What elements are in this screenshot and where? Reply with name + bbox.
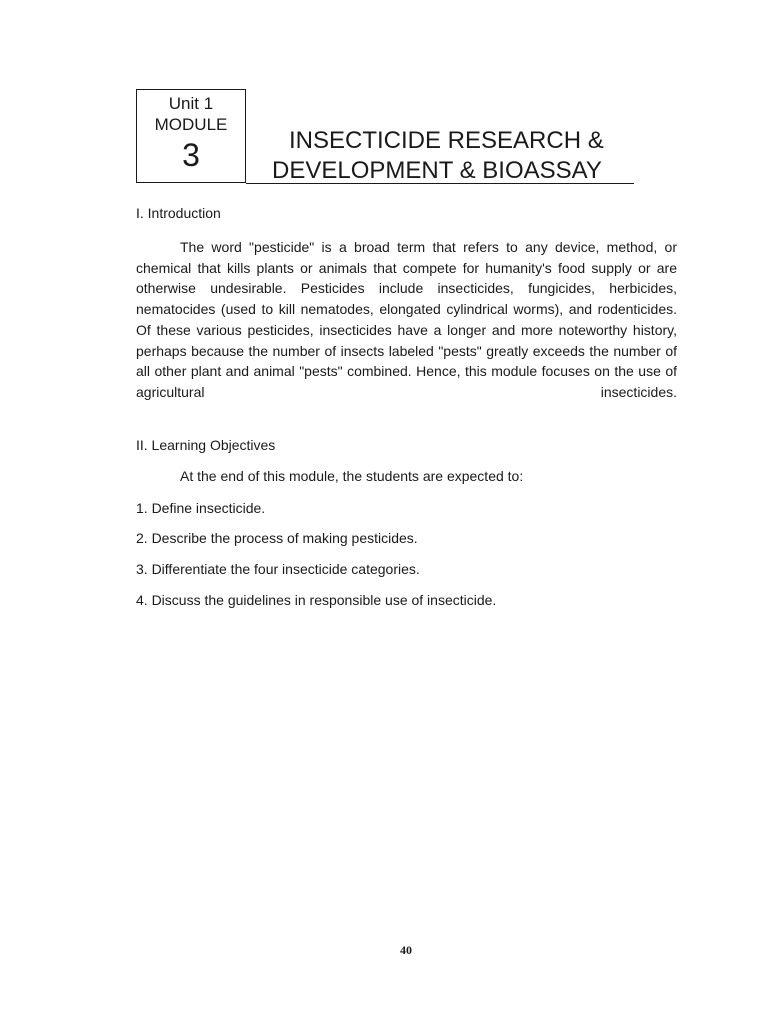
introduction-heading: I. Introduction: [136, 205, 221, 221]
title-underline: [246, 183, 634, 184]
module-number: 3: [182, 137, 200, 173]
objective-item: 4. Discuss the guidelines in responsible use of insecticide.: [136, 592, 497, 608]
module-title-line-2: DEVELOPMENT & BIOASSAY: [272, 157, 602, 184]
unit-label: Unit 1: [168, 94, 214, 113]
introduction-paragraph: The word "pesticide" is a broad term that refers to any device, method, or chemical that kills plants or animals that compete for humanity's food supply or are otherwise undesirable. Pesticides include insecticides, fungicides, herbicides, nematocides (used to kill nematodes, elongated cylindrical worms), and rodenticides. Of these various pesticides, insecticides have a longer and more noteworthy history, perhaps because the number of insects labeled "pests" greatly exceeds the number of all other plant and animal "pests" combined. Hence, this module focuses on the use of agricultural insecticides.: [136, 239, 677, 400]
objective-item: 3. Differentiate the four insecticide categories.: [136, 561, 420, 577]
objective-item: 1. Define insecticide.: [136, 500, 266, 516]
page-number: 40: [400, 943, 412, 957]
module-title-line-1: INSECTICIDE RESEARCH &: [289, 127, 604, 154]
module-label: MODULE: [154, 115, 228, 134]
module-box: [136, 89, 246, 183]
objective-item: 2. Describe the process of making pesticides.: [136, 530, 418, 546]
objectives-lead: At the end of this module, the students are expected to:: [180, 468, 524, 484]
learning-objectives-heading: II. Learning Objectives: [136, 437, 276, 453]
